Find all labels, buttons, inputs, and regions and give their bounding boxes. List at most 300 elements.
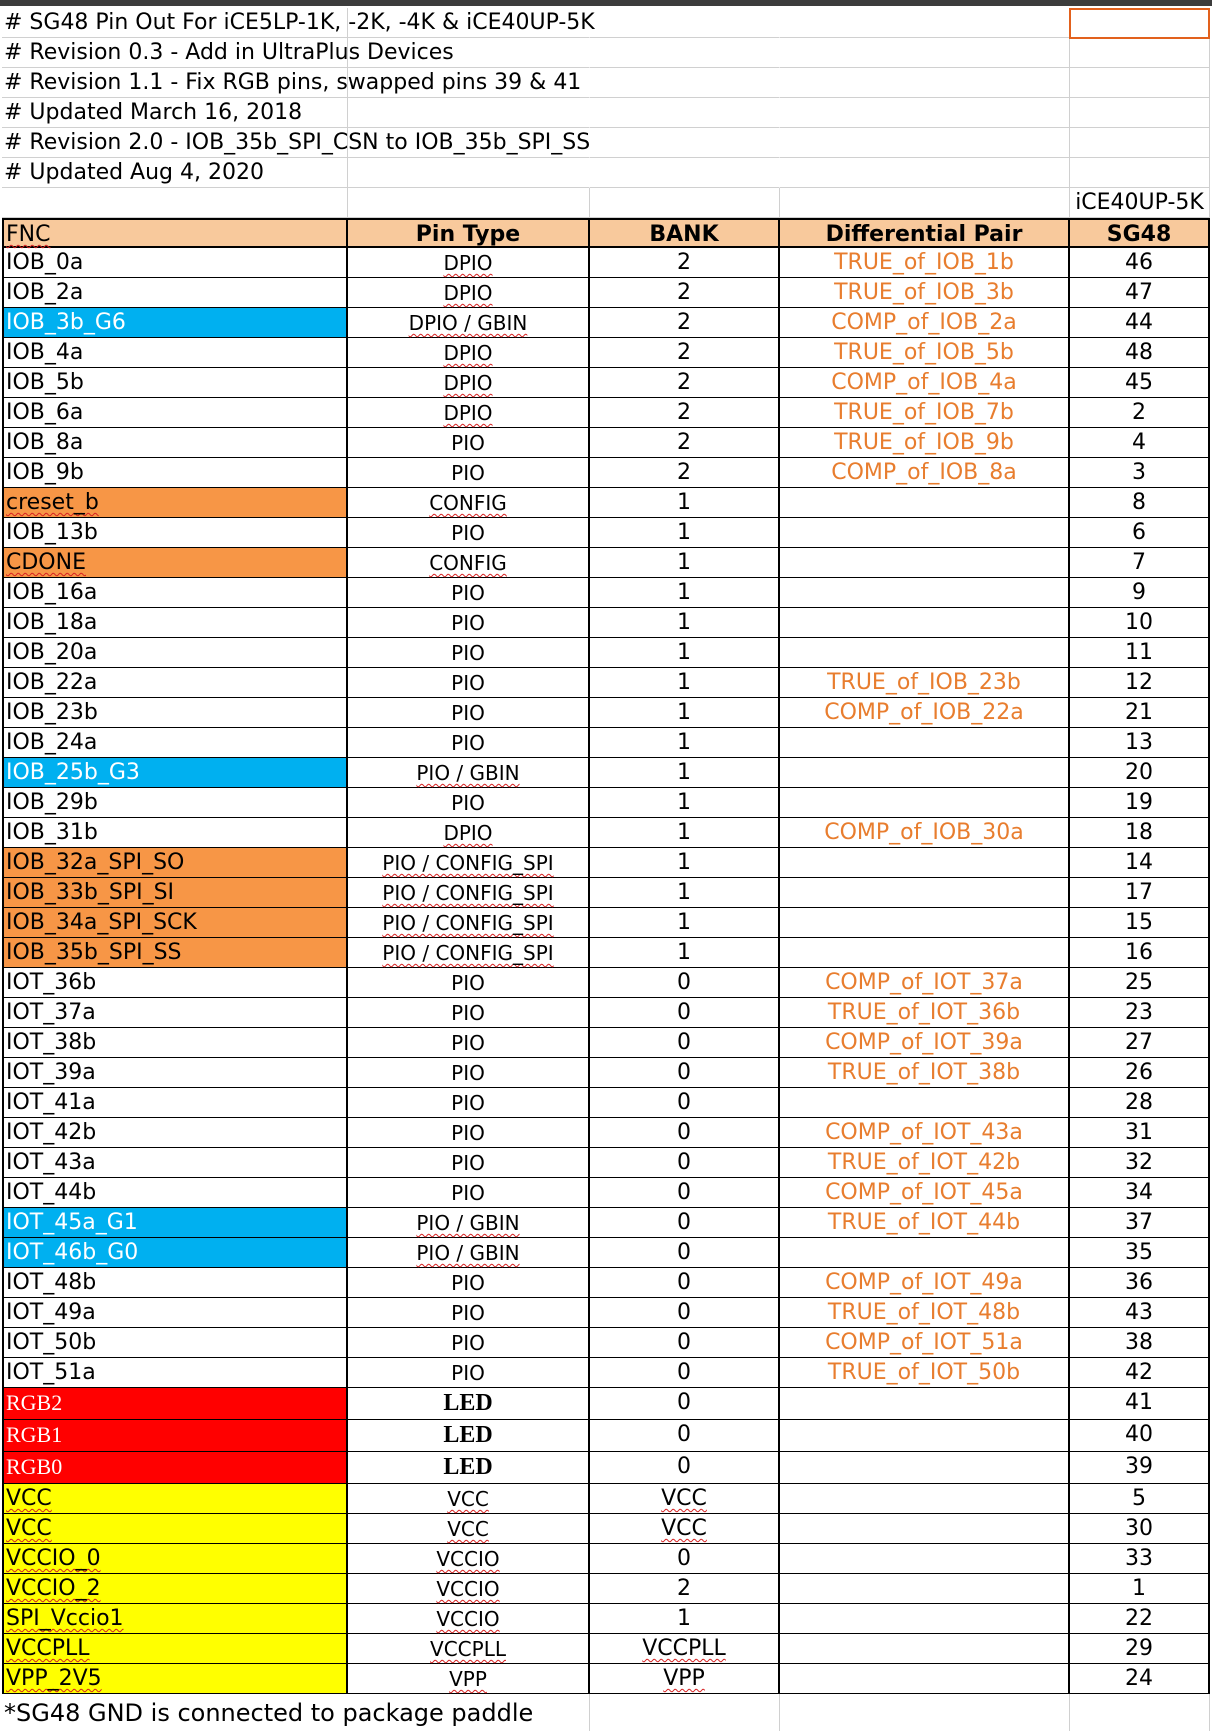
diff-pair-cell[interactable]: [780, 1358, 1070, 1388]
package-pin-cell[interactable]: [1070, 578, 1210, 608]
package-pin-cell[interactable]: [1070, 1058, 1210, 1088]
empty-cell[interactable]: [780, 1694, 1070, 1731]
pin-type-cell[interactable]: [348, 698, 590, 728]
header-note-cell[interactable]: [2, 98, 348, 128]
pin-type-cell[interactable]: [348, 878, 590, 908]
package-pin-cell[interactable]: [1070, 878, 1210, 908]
pin-type-cell[interactable]: [348, 1238, 590, 1268]
package-pin-cell[interactable]: [1070, 1178, 1210, 1208]
package-pin-cell[interactable]: [1070, 848, 1210, 878]
pin-type-cell[interactable]: [348, 338, 590, 368]
diff-pair-cell[interactable]: [780, 428, 1070, 458]
bank-cell[interactable]: [590, 728, 780, 758]
bank-cell[interactable]: [590, 758, 780, 788]
diff-pair-cell[interactable]: [780, 818, 1070, 848]
diff-pair-cell[interactable]: [780, 248, 1070, 278]
fnc-cell[interactable]: [2, 1574, 348, 1604]
empty-cell[interactable]: [590, 8, 780, 38]
package-pin-text: 36: [1125, 1270, 1153, 1295]
diff-pair-cell[interactable]: [780, 1298, 1070, 1328]
package-pin-cell[interactable]: [1070, 1634, 1210, 1664]
bank-cell[interactable]: [590, 1574, 780, 1604]
diff-pair-cell[interactable]: [780, 1514, 1070, 1544]
package-pin-cell[interactable]: [1070, 1574, 1210, 1604]
diff-pair-cell[interactable]: [780, 788, 1070, 818]
empty-cell[interactable]: [590, 158, 780, 188]
bank-cell[interactable]: [590, 1118, 780, 1148]
fnc-cell[interactable]: [2, 1664, 348, 1694]
diff-pair-cell[interactable]: [780, 1088, 1070, 1118]
empty-cell[interactable]: [1070, 1694, 1210, 1731]
pin-type-header[interactable]: Pin Type: [348, 218, 590, 248]
fnc-cell[interactable]: [2, 1514, 348, 1544]
pin-type-cell[interactable]: [348, 1178, 590, 1208]
bank-cell[interactable]: [590, 608, 780, 638]
pin-type-cell[interactable]: [348, 458, 590, 488]
package-pin-cell[interactable]: [1070, 968, 1210, 998]
bank-cell[interactable]: [590, 428, 780, 458]
bank-cell[interactable]: [590, 698, 780, 728]
empty-cell[interactable]: [780, 68, 1070, 98]
fnc-cell[interactable]: [2, 1484, 348, 1514]
table-row: [0, 428, 1212, 458]
fnc-cell[interactable]: [2, 1544, 348, 1574]
package-pin-cell[interactable]: [1070, 1028, 1210, 1058]
bank-cell[interactable]: [590, 1208, 780, 1238]
header-note-cell[interactable]: [2, 68, 582, 98]
package-pin-cell[interactable]: [1070, 938, 1210, 968]
fnc-text: VCC: [6, 1486, 52, 1511]
fnc-cell[interactable]: [2, 368, 348, 398]
header-note-cell[interactable]: [2, 8, 595, 38]
bank-cell[interactable]: [590, 1664, 780, 1694]
fnc-cell[interactable]: [2, 1420, 348, 1452]
diff-pair-cell[interactable]: [780, 308, 1070, 338]
package-pin-cell[interactable]: [1070, 638, 1210, 668]
fnc-cell[interactable]: [2, 1358, 348, 1388]
empty-cell[interactable]: [590, 98, 780, 128]
fnc-cell[interactable]: [2, 1058, 348, 1088]
fnc-cell[interactable]: [2, 668, 348, 698]
fnc-cell[interactable]: [2, 518, 348, 548]
pin-type-cell[interactable]: [348, 1452, 590, 1484]
package-pin-cell[interactable]: [1070, 1452, 1210, 1484]
empty-cell[interactable]: [590, 1694, 780, 1731]
diff-pair-cell[interactable]: [780, 278, 1070, 308]
bank-cell[interactable]: [590, 908, 780, 938]
bank-text: 0: [677, 1150, 691, 1175]
empty-cell[interactable]: [1070, 158, 1210, 188]
bank-cell[interactable]: [590, 1298, 780, 1328]
bank-cell[interactable]: [590, 1058, 780, 1088]
pin-type-cell[interactable]: [348, 908, 590, 938]
package-pin-text: 27: [1125, 1030, 1153, 1055]
fnc-cell[interactable]: [2, 548, 348, 578]
package-pin-cell[interactable]: [1070, 668, 1210, 698]
empty-cell[interactable]: [780, 158, 1070, 188]
empty-cell[interactable]: [348, 98, 590, 128]
bank-cell[interactable]: [590, 848, 780, 878]
pin-type-cell[interactable]: [348, 1514, 590, 1544]
diff-pair-cell[interactable]: [780, 458, 1070, 488]
pin-type-cell[interactable]: [348, 1358, 590, 1388]
diff-pair-cell[interactable]: [780, 638, 1070, 668]
table-row: [0, 968, 1212, 998]
fnc-cell[interactable]: [2, 908, 348, 938]
diff-pair-cell[interactable]: [780, 578, 1070, 608]
table-row: [0, 488, 1212, 518]
fnc-cell[interactable]: [2, 1088, 348, 1118]
pin-type-cell[interactable]: [348, 488, 590, 518]
diff-pair-cell[interactable]: [780, 1118, 1070, 1148]
pin-type-cell[interactable]: [348, 818, 590, 848]
package-pin-cell[interactable]: [1070, 1268, 1210, 1298]
diff-pair-cell[interactable]: [780, 548, 1070, 578]
package-pin-cell[interactable]: [1070, 1328, 1210, 1358]
pin-type-cell[interactable]: [348, 1208, 590, 1238]
diff-pair-cell[interactable]: [780, 878, 1070, 908]
fnc-cell[interactable]: [2, 1328, 348, 1358]
pin-type-cell[interactable]: [348, 1118, 590, 1148]
fnc-cell[interactable]: [2, 638, 348, 668]
bank-cell[interactable]: [590, 548, 780, 578]
pin-type-cell[interactable]: [348, 1574, 590, 1604]
bank-cell[interactable]: [590, 1452, 780, 1484]
bank-cell[interactable]: [590, 668, 780, 698]
header-note-cell[interactable]: [2, 38, 454, 68]
fnc-cell[interactable]: [2, 398, 348, 428]
diff-pair-text: TRUE_of_IOT_38b: [827, 1060, 1021, 1085]
pin-type-cell[interactable]: [348, 968, 590, 998]
pin-type-cell[interactable]: [348, 848, 590, 878]
package-pin-cell[interactable]: [1070, 698, 1210, 728]
empty-cell[interactable]: [348, 158, 590, 188]
diff-pair-cell[interactable]: [780, 1544, 1070, 1574]
pin-type-cell[interactable]: [348, 1298, 590, 1328]
pin-type-cell[interactable]: [348, 1088, 590, 1118]
fnc-cell[interactable]: [2, 608, 348, 638]
empty-cell[interactable]: [348, 188, 590, 218]
bank-cell[interactable]: [590, 1148, 780, 1178]
bank-cell[interactable]: [590, 398, 780, 428]
fnc-cell[interactable]: [2, 1268, 348, 1298]
package-pin-cell[interactable]: [1070, 548, 1210, 578]
pin-type-cell[interactable]: [348, 428, 590, 458]
pin-type-cell[interactable]: [348, 758, 590, 788]
diff-pair-cell[interactable]: [780, 1148, 1070, 1178]
fnc-cell[interactable]: [2, 1238, 348, 1268]
device-label: iCE40UP-5K: [1075, 190, 1204, 215]
package-pin-cell[interactable]: [1070, 248, 1210, 278]
bank-text: VPP: [663, 1666, 705, 1691]
fnc-cell[interactable]: [2, 1178, 348, 1208]
diff-pair-cell[interactable]: [780, 368, 1070, 398]
package-pin-cell[interactable]: [1070, 728, 1210, 758]
package-pin-cell[interactable]: [1070, 1208, 1210, 1238]
diff-pair-cell[interactable]: [780, 1388, 1070, 1420]
fnc-cell[interactable]: [2, 1208, 348, 1238]
fnc-cell[interactable]: [2, 758, 348, 788]
fnc-cell[interactable]: [2, 1604, 348, 1634]
diff-pair-text: TRUE_of_IOB_3b: [834, 280, 1014, 305]
empty-cell[interactable]: [780, 38, 1070, 68]
package-pin-cell[interactable]: [1070, 1148, 1210, 1178]
pin-type-cell[interactable]: [348, 1058, 590, 1088]
package-pin-cell[interactable]: [1070, 458, 1210, 488]
fnc-cell[interactable]: [2, 578, 348, 608]
package-pin-cell[interactable]: [1070, 1298, 1210, 1328]
fnc-cell[interactable]: [2, 698, 348, 728]
fnc-cell[interactable]: [2, 1028, 348, 1058]
fnc-cell[interactable]: [2, 308, 348, 338]
diff-pair-cell[interactable]: [780, 1574, 1070, 1604]
diff-pair-cell[interactable]: [780, 938, 1070, 968]
diff-pair-cell[interactable]: [780, 908, 1070, 938]
empty-cell[interactable]: [1070, 128, 1210, 158]
fnc-cell[interactable]: [2, 1634, 348, 1664]
package-pin-cell[interactable]: [1070, 788, 1210, 818]
device-label-cell[interactable]: [1070, 188, 1210, 218]
pin-type-cell[interactable]: [348, 938, 590, 968]
pin-type-cell[interactable]: [348, 278, 590, 308]
diff-pair-text: COMP_of_IOB_4a: [831, 370, 1017, 395]
bank-cell[interactable]: [590, 458, 780, 488]
pin-type-text: VCC: [447, 1487, 489, 1511]
package-pin-cell[interactable]: [1070, 1420, 1210, 1452]
fnc-cell[interactable]: [2, 1298, 348, 1328]
empty-cell[interactable]: [780, 188, 1070, 218]
pin-type-cell[interactable]: [348, 1028, 590, 1058]
bank-cell[interactable]: [590, 1420, 780, 1452]
diff-pair-cell[interactable]: [780, 1604, 1070, 1634]
fnc-cell[interactable]: [2, 788, 348, 818]
fnc-text: IOT_50b: [6, 1330, 97, 1355]
bank-cell[interactable]: [590, 1358, 780, 1388]
pin-type-cell[interactable]: [348, 548, 590, 578]
diff-pair-cell[interactable]: [780, 698, 1070, 728]
fnc-header[interactable]: FNC: [2, 218, 348, 248]
bank-cell[interactable]: [590, 368, 780, 398]
bank-cell[interactable]: [590, 788, 780, 818]
footnote-text[interactable]: *SG48 GND is connected to package paddle: [4, 1699, 534, 1727]
diff-pair-cell[interactable]: [780, 1420, 1070, 1452]
fnc-cell[interactable]: [2, 248, 348, 278]
fnc-cell[interactable]: [2, 1148, 348, 1178]
diff-pair-cell[interactable]: [780, 998, 1070, 1028]
package-pin-cell[interactable]: [1070, 338, 1210, 368]
package-pin-cell[interactable]: [1070, 368, 1210, 398]
pin-type-cell[interactable]: [348, 1328, 590, 1358]
diff-pair-cell[interactable]: [780, 518, 1070, 548]
bank-cell[interactable]: [590, 1604, 780, 1634]
diff-pair-cell[interactable]: [780, 1634, 1070, 1664]
pin-type-cell[interactable]: [348, 608, 590, 638]
package-pin-cell[interactable]: [1070, 1604, 1210, 1634]
table-row: [0, 1028, 1212, 1058]
bank-cell[interactable]: [590, 968, 780, 998]
pin-type-cell[interactable]: [348, 1268, 590, 1298]
fnc-cell[interactable]: [2, 458, 348, 488]
diff-pair-cell[interactable]: [780, 608, 1070, 638]
pin-type-cell[interactable]: [348, 728, 590, 758]
bank-header[interactable]: BANK: [590, 218, 780, 248]
pin-type-cell[interactable]: [348, 1544, 590, 1574]
package-header[interactable]: SG48: [1070, 218, 1210, 248]
package-pin-cell[interactable]: [1070, 1088, 1210, 1118]
empty-cell[interactable]: [1070, 98, 1210, 128]
diff-pair-header[interactable]: Differential Pair: [780, 218, 1070, 248]
empty-cell[interactable]: [1070, 68, 1210, 98]
pin-type-text: PIO / CONFIG_SPI: [382, 911, 554, 935]
package-pin-cell[interactable]: [1070, 1358, 1210, 1388]
empty-cell[interactable]: [590, 188, 780, 218]
diff-pair-cell[interactable]: [780, 1178, 1070, 1208]
fnc-cell[interactable]: [2, 878, 348, 908]
pin-type-cell[interactable]: [348, 1388, 590, 1420]
diff-pair-cell[interactable]: [780, 1028, 1070, 1058]
fnc-cell[interactable]: [2, 728, 348, 758]
bank-cell[interactable]: [590, 1328, 780, 1358]
package-pin-text: 23: [1125, 1000, 1153, 1025]
bank-cell[interactable]: [590, 1238, 780, 1268]
bank-cell[interactable]: [590, 278, 780, 308]
bank-cell[interactable]: [590, 1268, 780, 1298]
package-pin-cell[interactable]: [1070, 818, 1210, 848]
fnc-cell[interactable]: [2, 1118, 348, 1148]
pin-type-cell[interactable]: [348, 1664, 590, 1694]
fnc-cell[interactable]: [2, 1388, 348, 1420]
fnc-cell[interactable]: [2, 968, 348, 998]
diff-pair-cell[interactable]: [780, 398, 1070, 428]
diff-pair-cell[interactable]: [780, 488, 1070, 518]
empty-cell[interactable]: [780, 128, 1070, 158]
package-pin-cell[interactable]: [1070, 1238, 1210, 1268]
package-pin-cell[interactable]: [1070, 1388, 1210, 1420]
bank-cell[interactable]: [590, 998, 780, 1028]
package-pin-cell[interactable]: [1070, 308, 1210, 338]
fnc-text: IOT_44b: [6, 1180, 97, 1205]
diff-pair-cell[interactable]: [780, 1452, 1070, 1484]
bank-cell[interactable]: [590, 1028, 780, 1058]
fnc-cell[interactable]: [2, 488, 348, 518]
fnc-cell[interactable]: [2, 338, 348, 368]
package-pin-cell[interactable]: [1070, 998, 1210, 1028]
diff-pair-text: TRUE_of_IOB_9b: [834, 430, 1014, 455]
empty-cell[interactable]: [590, 68, 780, 98]
bank-cell[interactable]: [590, 248, 780, 278]
package-pin-cell[interactable]: [1070, 428, 1210, 458]
empty-cell[interactable]: [590, 128, 780, 158]
pin-type-cell[interactable]: [348, 998, 590, 1028]
pin-type-cell[interactable]: [348, 638, 590, 668]
empty-cell[interactable]: [1070, 38, 1210, 68]
package-pin-cell[interactable]: [1070, 518, 1210, 548]
diff-pair-cell[interactable]: [780, 1238, 1070, 1268]
fnc-cell[interactable]: [2, 428, 348, 458]
header-note-cell[interactable]: [2, 128, 591, 158]
bank-cell[interactable]: [590, 878, 780, 908]
package-pin-cell[interactable]: [1070, 398, 1210, 428]
bank-cell[interactable]: [590, 1484, 780, 1514]
pin-type-cell[interactable]: [348, 368, 590, 398]
package-pin-cell[interactable]: [1070, 1484, 1210, 1514]
diff-pair-cell[interactable]: [780, 968, 1070, 998]
fnc-cell[interactable]: [2, 278, 348, 308]
header-note-cell[interactable]: [2, 158, 348, 188]
bank-cell[interactable]: [590, 308, 780, 338]
pin-type-cell[interactable]: [348, 1148, 590, 1178]
fnc-cell[interactable]: [2, 998, 348, 1028]
bank-cell[interactable]: [590, 488, 780, 518]
pin-type-cell[interactable]: [348, 668, 590, 698]
diff-pair-cell[interactable]: [780, 668, 1070, 698]
package-pin-cell[interactable]: [1070, 1664, 1210, 1694]
diff-pair-cell[interactable]: [780, 758, 1070, 788]
pin-type-cell[interactable]: [348, 1604, 590, 1634]
package-pin-cell[interactable]: [1070, 608, 1210, 638]
package-pin-cell[interactable]: [1070, 1118, 1210, 1148]
diff-pair-cell[interactable]: [780, 338, 1070, 368]
package-pin-cell[interactable]: [1070, 908, 1210, 938]
diff-pair-cell[interactable]: [780, 1664, 1070, 1694]
package-pin-cell[interactable]: [1070, 488, 1210, 518]
bank-cell[interactable]: [590, 938, 780, 968]
pin-type-cell[interactable]: [348, 1634, 590, 1664]
fnc-cell[interactable]: [2, 938, 348, 968]
bank-cell[interactable]: [590, 638, 780, 668]
empty-cell[interactable]: [780, 98, 1070, 128]
pin-type-cell[interactable]: [348, 1420, 590, 1452]
bank-cell[interactable]: [590, 1634, 780, 1664]
pin-type-cell[interactable]: [348, 398, 590, 428]
package-pin-text: 8: [1132, 490, 1146, 515]
bank-cell[interactable]: [590, 1088, 780, 1118]
pin-type-cell[interactable]: [348, 1484, 590, 1514]
pin-type-cell[interactable]: [348, 518, 590, 548]
bank-text: 2: [677, 340, 691, 365]
package-pin-cell[interactable]: [1070, 758, 1210, 788]
diff-pair-cell[interactable]: [780, 1484, 1070, 1514]
fnc-cell[interactable]: [2, 818, 348, 848]
package-pin-cell[interactable]: [1070, 278, 1210, 308]
diff-pair-cell[interactable]: [780, 1328, 1070, 1358]
diff-pair-cell[interactable]: [780, 1208, 1070, 1238]
bank-cell[interactable]: [590, 818, 780, 848]
package-pin-cell[interactable]: [1070, 1514, 1210, 1544]
bank-cell[interactable]: [590, 1178, 780, 1208]
pin-type-cell[interactable]: [348, 578, 590, 608]
empty-cell[interactable]: [590, 38, 780, 68]
bank-cell[interactable]: [590, 578, 780, 608]
diff-pair-cell[interactable]: [780, 1058, 1070, 1088]
diff-pair-cell[interactable]: [780, 728, 1070, 758]
fnc-cell[interactable]: [2, 848, 348, 878]
empty-cell[interactable]: [2, 188, 348, 218]
bank-cell[interactable]: [590, 518, 780, 548]
fnc-cell[interactable]: [2, 1452, 348, 1484]
diff-pair-cell[interactable]: [780, 848, 1070, 878]
bank-cell[interactable]: [590, 338, 780, 368]
bank-cell[interactable]: [590, 1514, 780, 1544]
bank-cell[interactable]: [590, 1388, 780, 1420]
bank-cell[interactable]: [590, 1544, 780, 1574]
empty-cell[interactable]: [780, 8, 1070, 38]
pin-type-cell[interactable]: [348, 308, 590, 338]
diff-pair-cell[interactable]: [780, 1268, 1070, 1298]
pin-type-cell[interactable]: [348, 248, 590, 278]
pin-type-cell[interactable]: [348, 788, 590, 818]
package-pin-cell[interactable]: [1070, 1544, 1210, 1574]
